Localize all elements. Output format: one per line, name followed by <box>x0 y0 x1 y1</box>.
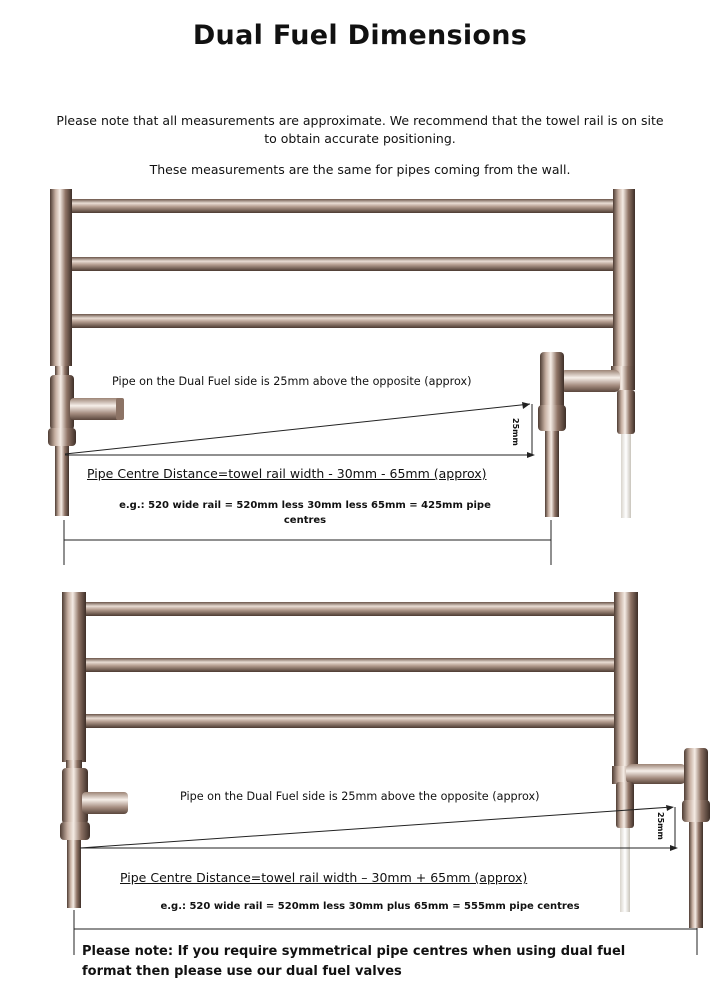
rail-bar <box>66 199 626 213</box>
offset-label: 25mm <box>656 812 665 840</box>
angled-valve-2 <box>60 760 128 908</box>
intro-text: Please note that all measurements are approximate. We recommend that the towel rail is on site to obtain accurate positioning. <box>56 113 664 146</box>
footer-line-2: format then please use our dual fuel valves <box>82 964 402 979</box>
dual-fuel-note: Pipe on the Dual Fuel side is 25mm above the opposite (approx) <box>180 790 540 803</box>
dual-fuel-valve-1 <box>538 352 635 518</box>
example-calculation <box>80 498 530 528</box>
towel-rail-2 <box>62 592 638 770</box>
rail-bar <box>80 602 620 616</box>
right-upright <box>613 189 635 366</box>
intro-text-2: These measurements are the same for pipes coming from the wall. <box>149 162 571 177</box>
example-line-1: e.g.: 520 wide rail = 520mm less 30mm plus 65mm = 555mm pipe centres <box>160 901 580 912</box>
towel-rail-1 <box>50 189 635 366</box>
example-calculation <box>80 899 660 914</box>
pipe-centre-formula: Pipe Centre Distance=towel rail width – 30mm + 65mm (approx) <box>120 870 528 885</box>
footer-line-1: Please note: If you require symmetrical pipe centres when using dual fuel <box>82 944 626 959</box>
left-upright <box>62 592 86 762</box>
measure-lines-1 <box>64 402 551 565</box>
rail-bar <box>80 658 620 672</box>
angled-valve-1 <box>48 366 124 516</box>
dual-fuel-note: Pipe on the Dual Fuel side is 25mm above the opposite (approx) <box>112 375 472 388</box>
footer-note <box>82 942 682 982</box>
example-line-2: centres <box>283 515 327 526</box>
offset-label: 25mm <box>511 418 520 446</box>
page-title: Dual Fuel Dimensions <box>192 20 528 51</box>
left-upright <box>50 189 72 366</box>
right-upright <box>614 592 638 770</box>
rail-bar <box>80 714 620 728</box>
pipe-centre-formula: Pipe Centre Distance=towel rail width - 30mm - 65mm (approx) <box>87 466 487 481</box>
example-line-1: e.g.: 520 wide rail = 520mm less 30mm less 65mm = 425mm pipe <box>119 500 491 511</box>
rail-bar <box>66 314 626 328</box>
rail-bar <box>66 257 626 271</box>
